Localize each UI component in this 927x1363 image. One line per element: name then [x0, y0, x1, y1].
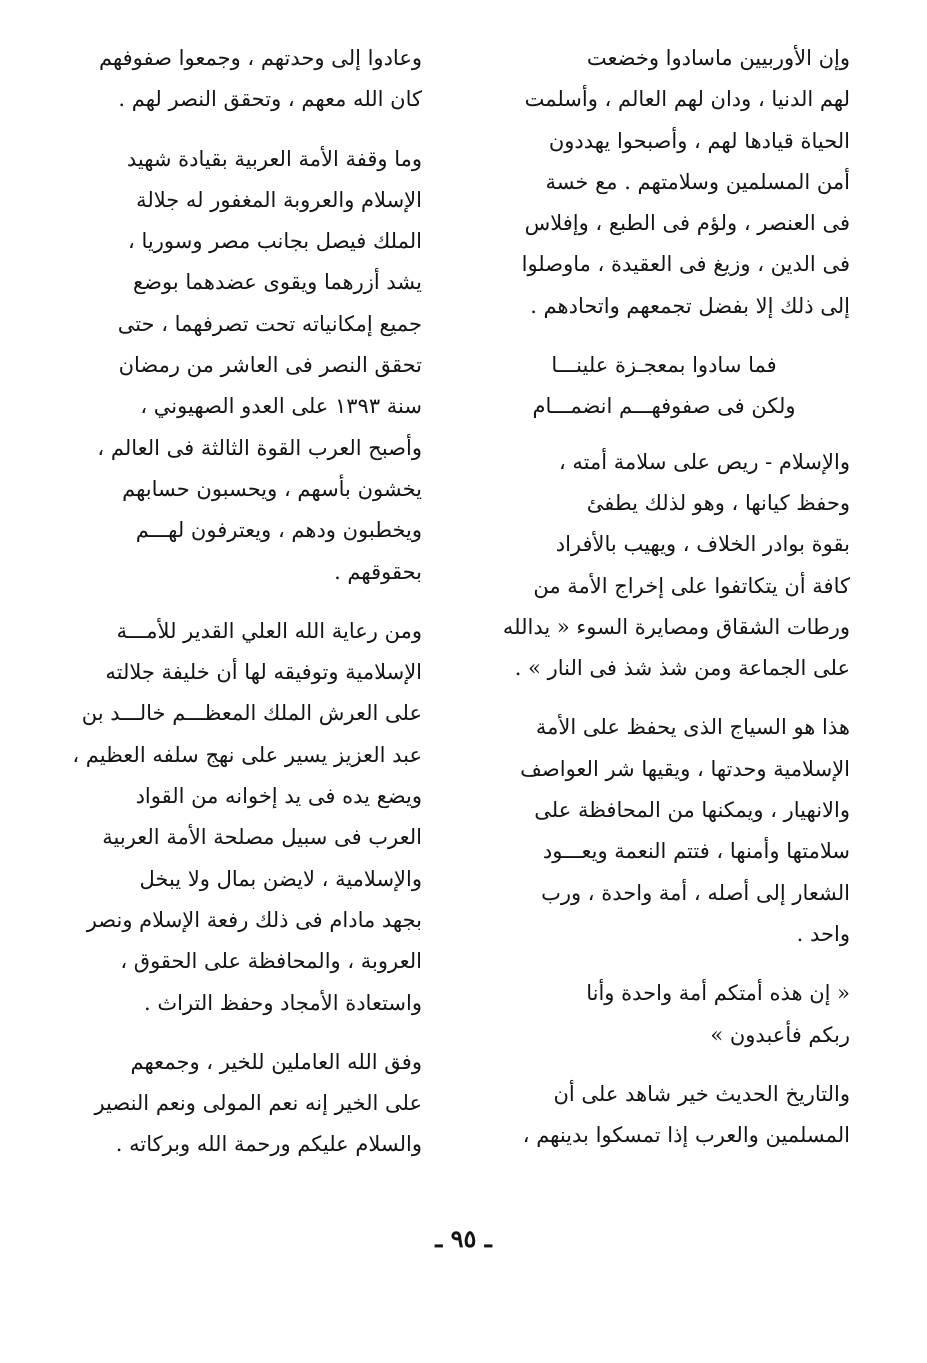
paragraph-continuation: وعادوا إلى وحدتهم ، وجمعوا صفوفهم كان الله معهم ، وتحقق النصر لهم .: [98, 46, 422, 112]
left-column: [50, 38, 422, 1184]
right-column: [478, 38, 850, 1174]
poem-verse: فما سادوا بمعجـزة علينـــا ولكن فى صفوفهـــم انضمـــام: [532, 353, 796, 419]
paragraph-king-faisal: وما وقفة الأمة العربية بقيادة شهيد الإسلام والعروبة المغفور له جلالة الملك فيصل بجانب مصر وسوريا ، يشد أزرهما ويقوى عضدهما بوضع جميع إمكانياته تحت تصرفهما ، حتى تحقق النصر فى العاشر من رمضان سنة ١٣٩٣ على العدو الصهيوني ، وأصبح العرب القوة الثالثة فى العالم ، يخشون بأسهم ، ويحسبون حسابهم ويخطبون ودهم ، ويعترفون لهـــم بحقوقهم .: [97, 146, 422, 584]
paragraph-history: والتاريخ الحديث خير شاهد على أن المسلمين والعرب إذا تمسكوا بدينهم ،: [522, 1081, 850, 1148]
paragraph-islam-unity: والإسلام - ريص على سلامة أمته ، وحفظ كيانها ، وهو لذلك يطفئ بقوة بوادر الخلاف ، ويهيب بالأفراد كافة أن يتكاتفوا على إخراج الأمة من ورطات الشقاق ومصايرة السوء « يدالله على الجماعة ومن شذ شذ فى النار » .: [502, 449, 850, 681]
paragraph-fence: هذا هو السياج الذى يحفظ على الأمة الإسلامية وحدتها ، ويقيها شر العواصف والانهيار ، ويمكنها من المحافظة على سلامتها وأمنها ، فتتم النعمة ويعـــود الشعار إلى أصله ، أمة واحدة ، ورب واحد .: [520, 715, 850, 946]
paragraph-closing: وفق الله العاملين للخير ، وجمعهم على الخير إنه نعم المولى ونعم النصير والسلام عليكم ورحمة الله وبركاته .: [94, 1049, 422, 1157]
paragraph-king-khalid: ومن رعاية الله العلي القدير للأمـــة الإسلامية وتوفيقه لها أن خليفة جلالته على العرش الملك المعظـــم خالـــد بن عبد العزيز يسير على نهج سلفه العظيم ، ويضع يده فى يد إخوانه من القواد العرب فى سبيل مصلحة الأمة العربية والإسلامية ، لايضن بمال ولا يبخل بجهد مادام فى ذلك رفعة الإسلام ونصر العروبة ، والمحافظة على الحقوق ، واستعادة الأمجاد وحفظ التراث .: [72, 618, 422, 1015]
quran-quote: « إن هذه أمتكم أمة واحدة وأنا ربكم فأعبدون »: [586, 981, 850, 1047]
page-number: ـ ٩٥ ـ: [435, 1224, 492, 1253]
paragraph-europeans: وإن الأوربيين ماسادوا وخضعت لهم الدنيا ، ودان لهم العالم ، وأسلمت الحياة قيادها لهم ، وأصبحوا يهددون أمن المسلمين وسلامتهم . مع خسة فى العنصر ، ولؤم فى الطبع ، وإفلاس فى الدين ، وزيغ فى العقيدة ، ماوصلوا إلى ذلك إلا بفضل تجمعهم واتحادهم .: [521, 46, 850, 318]
